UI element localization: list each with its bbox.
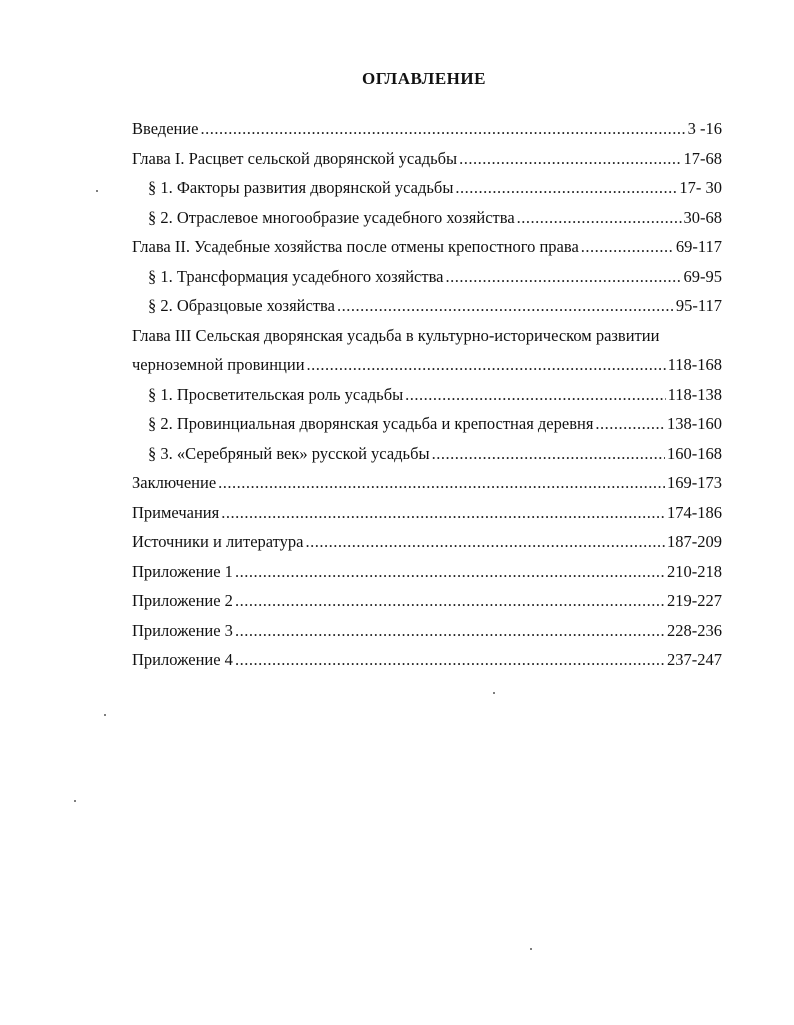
toc-entry-chapter-2-section-2 [132,291,722,321]
toc-entry-text: § 2. Образцовые хозяйства [148,296,335,315]
toc-entry-page: 169-173 [667,473,722,492]
scan-speck [74,800,76,802]
toc-entry-text: § 1. Факторы развития дворянской усадьбы [148,178,454,197]
toc-entry-appendix-2 [132,586,722,616]
table-of-contents [132,114,722,675]
toc-entry-text: Глава III Сельская дворянская усадьба в культурно-историческом развитии [132,325,660,345]
toc-entry-text: Глава II. Усадебные хозяйства после отмены крепостного права [132,237,579,256]
dot-leader [235,645,665,675]
toc-entry-page: 30-68 [683,207,722,227]
dot-leader [459,144,681,174]
toc-entry-text: Введение [132,119,199,138]
toc-entry-page: 237-247 [667,650,722,669]
toc-entry-text: Приложение 3 [132,620,233,640]
toc-entry-text: § 1. Трансформация усадебного хозяйства [148,266,444,286]
toc-entry-text: § 3. «Серебряный век» русской усадьбы [148,443,430,463]
dot-leader [221,498,665,528]
toc-entry-text: Источники и литература [132,532,304,551]
toc-entry-page: 118-138 [667,384,722,404]
toc-entry-page: 160-168 [667,443,722,463]
dot-leader [306,527,665,557]
dot-leader [446,262,682,292]
toc-entry-chapter-3-section-1 [132,380,722,410]
toc-entry-page: 187-209 [667,532,722,551]
toc-entry-page: 210-218 [667,561,722,581]
toc-entry-page: 17- 30 [679,178,722,197]
toc-entry-appendix-3 [132,616,722,646]
toc-entry-notes [132,498,722,528]
dot-leader [337,291,674,321]
scan-speck [104,714,106,716]
toc-entry-text: Глава I. Расцвет сельской дворянской усадьбы [132,148,458,168]
dot-leader [218,468,665,498]
toc-entry-page: 174-186 [667,502,722,522]
dot-leader [235,616,665,646]
toc-entry-text: § 2. Провинциальная дворянская усадьба и крепостная деревня [148,414,594,433]
dot-leader [595,409,665,439]
toc-entry-chapter-3-section-2 [132,409,722,439]
toc-entry-chapter-3-continuation [132,350,722,380]
dot-leader [201,114,686,144]
toc-entry-conclusion [132,468,722,498]
toc-entry-page: 95-117 [675,296,722,315]
dot-leader [517,203,682,233]
toc-entry-page: 3 -16 [687,119,722,138]
toc-entry-introduction [132,114,722,144]
toc-entry-page: 228-236 [667,620,722,640]
toc-entry-chapter-1-section-2 [132,203,722,233]
dot-leader [235,586,665,616]
dot-leader [455,173,677,203]
scan-speck [493,692,495,694]
dot-leader [307,350,666,380]
scan-speck [530,948,532,950]
toc-entry-page: 17-68 [683,148,722,168]
toc-entry-chapter-1-section-1 [132,173,722,203]
toc-entry-text: черноземной провинции [132,355,305,374]
toc-entry-page: 69-95 [683,266,722,286]
toc-entry-sources [132,527,722,557]
toc-entry-text: Примечания [132,502,220,522]
toc-entry-text: Заключение [132,473,217,492]
toc-entry-chapter-2 [132,232,722,262]
page-title: ОГЛАВЛЕНИЕ [362,69,486,88]
toc-entry-text: Приложение 2 [132,591,233,610]
dot-leader [432,439,665,469]
toc-entry-page: 118-168 [667,355,722,374]
toc-entry-chapter-1 [132,144,722,174]
toc-entry-chapter-3-section-3 [132,439,722,469]
toc-entry-chapter-3 [132,321,722,351]
toc-entry-text: § 2. Отраслевое многообразие усадебного хозяйства [148,207,515,227]
toc-entry-appendix-1 [132,557,722,587]
toc-entry-text: § 1. Просветительская роль усадьбы [148,384,404,404]
toc-entry-appendix-4 [132,645,722,675]
scan-speck [96,190,98,192]
toc-entry-chapter-2-section-1 [132,262,722,292]
dot-leader [235,557,665,587]
toc-entry-page: 69-117 [675,237,722,256]
toc-entry-text: Приложение 1 [132,561,233,581]
toc-entry-page: 138-160 [667,414,722,433]
dot-leader [581,232,674,262]
dot-leader [405,380,665,410]
toc-entry-page: 219-227 [667,591,722,610]
toc-entry-text: Приложение 4 [132,650,233,669]
